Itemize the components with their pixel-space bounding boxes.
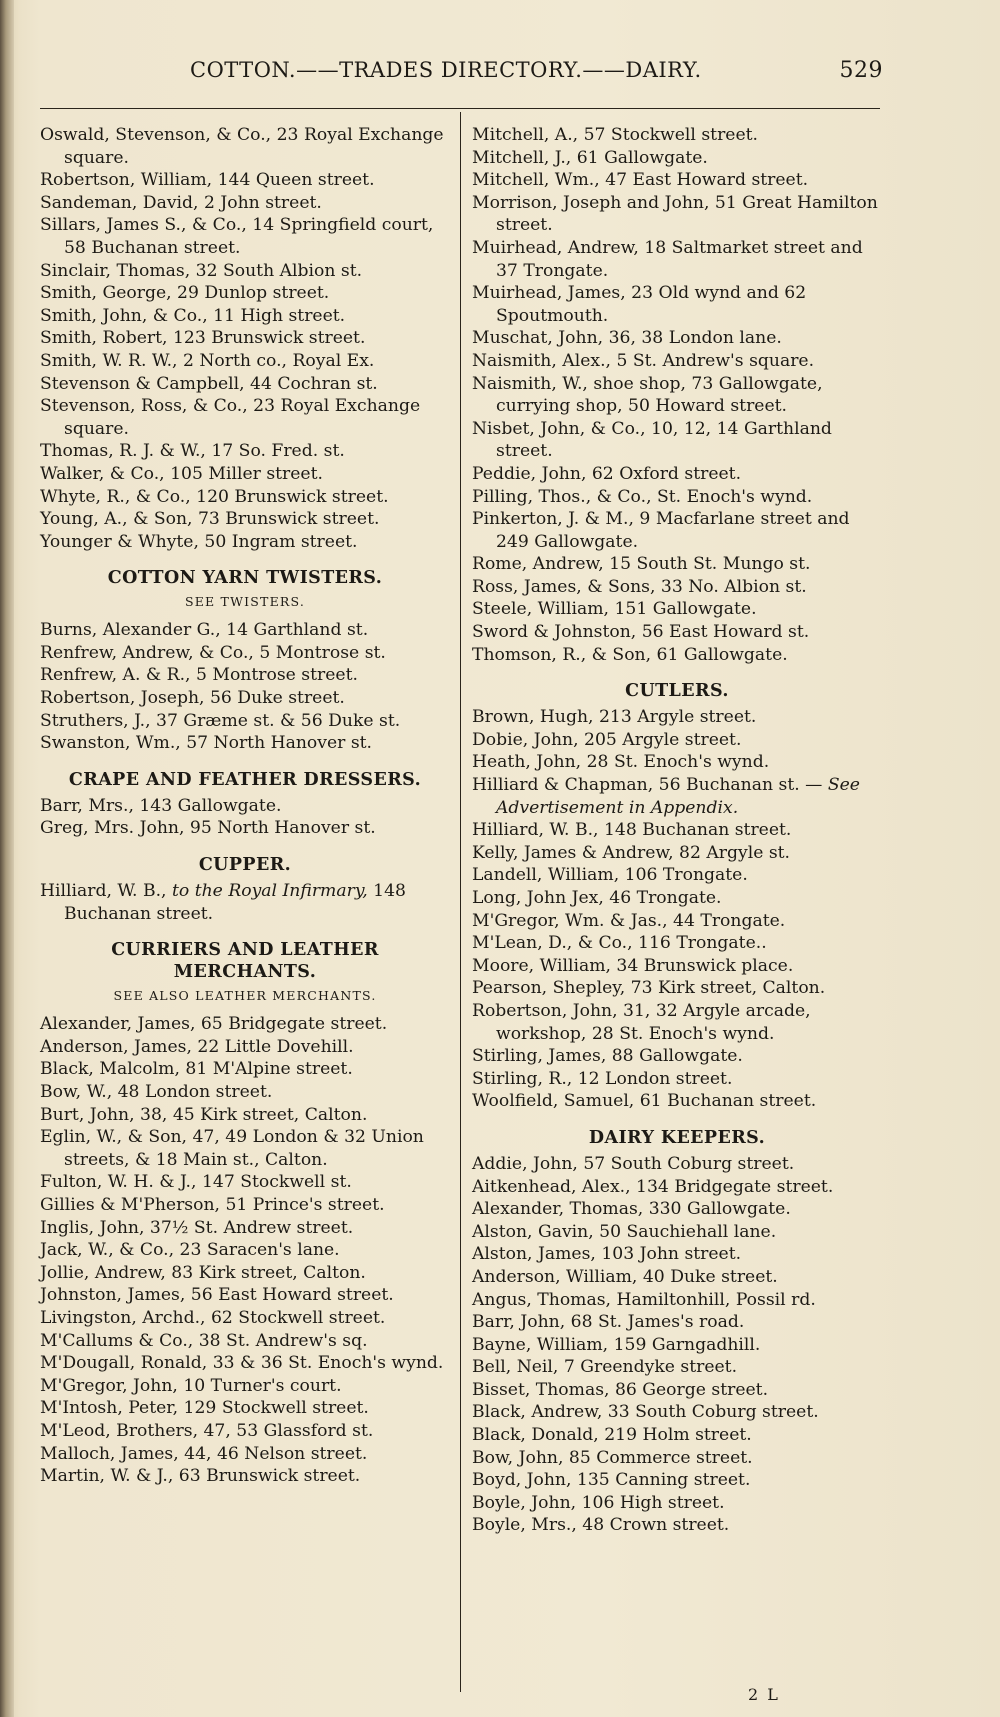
list-item: Alexander, James, 65 Bridgegate street. <box>40 1014 388 1035</box>
header-rule <box>40 108 880 109</box>
list-item: Pinkerton, J. & M., 9 Macfarlane street and 249 Gallowgate. <box>472 509 850 552</box>
list-item <box>40 880 450 925</box>
list-item: Ross, James, & Sons, 33 No. Albion st. <box>472 576 807 597</box>
list-item: M'Gregor, John, 10 Turner's court. <box>40 1375 342 1396</box>
column-divider <box>460 112 461 1692</box>
list-item: Muschat, John, 36, 38 London lane. <box>472 328 782 349</box>
list-item: Hilliard, W. B., 148 Buchanan street. <box>472 820 792 841</box>
list-item: Barr, John, 68 St. James's road. <box>472 1312 745 1333</box>
continued-cotton-entries <box>40 124 450 553</box>
list-item: Anderson, William, 40 Duke street. <box>472 1266 778 1287</box>
list-item: Alexander, Thomas, 330 Gallowgate. <box>472 1199 791 1220</box>
list-item: Peddie, John, 62 Oxford street. <box>472 463 742 484</box>
list-item: Barr, Mrs., 143 Gallowgate. <box>40 795 282 816</box>
list-item: Landell, William, 106 Trongate. <box>472 865 748 886</box>
list-item: Smith, George, 29 Dunlop street. <box>40 283 330 304</box>
list-item: Martin, W. & J., 63 Brunswick street. <box>40 1466 361 1487</box>
list-item: Burns, Alexander G., 14 Garthland st. <box>40 620 369 641</box>
list-item: Steele, William, 151 Gallowgate. <box>472 599 757 620</box>
list-item: Malloch, James, 44, 46 Nelson street. <box>40 1443 368 1464</box>
list-item: M'Lean, D., & Co., 116 Trongate.. <box>472 933 767 954</box>
list-item: M'Callums & Co., 38 St. Andrew's sq. <box>40 1330 368 1351</box>
list-item: Sandeman, David, 2 John street. <box>40 192 322 213</box>
list-item: Moore, William, 34 Brunswick place. <box>472 955 794 976</box>
list-item: Greg, Mrs. John, 95 North Hanover st. <box>40 818 376 839</box>
list-item: Black, Andrew, 33 South Coburg street. <box>472 1402 819 1423</box>
list-item: Sillars, James S., & Co., 14 Springfield court, 58 Buchanan street. <box>40 215 434 258</box>
entry-text: Hilliard & Chapman, 56 Buchanan st. — <box>472 775 823 796</box>
entry-italic-note: See Advertisement in Appendix. <box>496 775 860 818</box>
list-item: Eglin, W., & Son, 47, 49 London & 32 Union streets, & 18 Main st., Calton. <box>40 1127 424 1170</box>
list-item: Fulton, W. H. & J., 147 Stockwell st. <box>40 1172 352 1193</box>
list-item: Jollie, Andrew, 83 Kirk street, Calton. <box>40 1262 366 1283</box>
list-item: Bell, Neil, 7 Greendyke street. <box>472 1357 738 1378</box>
list-item: Stevenson, Ross, & Co., 23 Royal Exchange square. <box>40 396 421 439</box>
list-item: Mitchell, J., 61 Gallowgate. <box>472 147 708 168</box>
list-item: Boyle, John, 106 High street. <box>472 1492 725 1513</box>
list-item: Jack, W., & Co., 23 Saracen's lane. <box>40 1240 340 1261</box>
crape-feather-list <box>40 795 450 840</box>
list-item: Long, John Jex, 46 Trongate. <box>472 888 722 908</box>
running-title: COTTON.——TRADES DIRECTORY.——DAIRY. <box>190 58 702 82</box>
list-item: Robertson, William, 144 Queen street. <box>40 170 375 191</box>
list-item: Muirhead, Andrew, 18 Saltmarket street and 37 Trongate. <box>472 237 863 281</box>
list-item: Robertson, John, 31, 32 Argyle arcade, workshop, 28 St. Enoch's wynd. <box>472 1000 811 1044</box>
list-item: Nisbet, John, & Co., 10, 12, 14 Garthland street. <box>472 418 832 462</box>
list-item: Pilling, Thos., & Co., St. Enoch's wynd. <box>472 486 813 507</box>
list-item: Anderson, James, 22 Little Dovehill. <box>40 1036 354 1057</box>
signature-mark: 2 L <box>748 1685 780 1704</box>
entry-address: 148 Buchanan street. <box>64 881 406 924</box>
list-item: Mitchell, A., 57 Stockwell street. <box>472 125 758 145</box>
list-item: Struthers, J., 37 Græme st. & 56 Duke st. <box>40 710 401 731</box>
section-heading-cupper: CUPPER. <box>198 855 292 876</box>
list-item: Brown, Hugh, 213 Argyle street. <box>472 707 757 728</box>
list-item: Smith, W. R. W., 2 North co., Royal Ex. <box>40 350 375 371</box>
list-item: M'Leod, Brothers, 47, 53 Glassford st. <box>40 1420 374 1441</box>
list-item: Smith, Robert, 123 Brunswick street. <box>40 328 366 349</box>
list-item: Morrison, Joseph and John, 51 Great Hamilton street. <box>472 192 878 236</box>
list-item: M'Gregor, Wm. & Jas., 44 Trongate. <box>472 910 786 931</box>
book-binding-edge <box>0 0 14 1717</box>
list-item: Bow, W., 48 London street. <box>40 1082 273 1102</box>
list-item: Mitchell, Wm., 47 East Howard street. <box>472 170 809 191</box>
list-item: Kelly, James & Andrew, 82 Argyle st. <box>472 842 791 863</box>
list-item: Burt, John, 38, 45 Kirk street, Calton. <box>40 1104 368 1125</box>
list-item: Black, Donald, 219 Holm street. <box>472 1425 752 1446</box>
list-item: Stevenson & Campbell, 44 Cochran st. <box>40 373 378 394</box>
list-item: Johnston, James, 56 East Howard street. <box>40 1285 394 1306</box>
section-heading-curriers <box>40 939 450 983</box>
list-item: M'Intosh, Peter, 129 Stockwell street. <box>40 1398 369 1419</box>
list-item: Black, Malcolm, 81 M'Alpine street. <box>40 1059 353 1080</box>
heading-line: CURRIERS AND LEATHER <box>111 940 379 961</box>
list-item <box>472 774 882 819</box>
list-item: Naismith, W., shoe shop, 73 Gallowgate, currying shop, 50 Howard street. <box>472 373 823 417</box>
list-item: Rome, Andrew, 15 South St. Mungo st. <box>472 554 811 575</box>
list-item: Robertson, Joseph, 56 Duke street. <box>40 688 345 709</box>
cutlers-list <box>472 706 882 1113</box>
list-item: Heath, John, 28 St. Enoch's wynd. <box>472 752 770 773</box>
left-column <box>40 124 450 1488</box>
section-heading-cutlers: CUTLERS. <box>625 681 729 702</box>
list-item: Angus, Thomas, Hamiltonhill, Possil rd. <box>472 1289 816 1310</box>
list-item: Pearson, Shepley, 73 Kirk street, Calton. <box>472 978 826 999</box>
right-column <box>472 124 882 1537</box>
list-item: Muirhead, James, 23 Old wynd and 62 Spoutmouth. <box>472 283 807 326</box>
list-item: Renfrew, Andrew, & Co., 5 Montrose st. <box>40 642 386 663</box>
section-heading-crape-feather: CRAPE AND FEATHER DRESSERS. <box>68 769 422 790</box>
list-item: Woolfield, Samuel, 61 Buchanan street. <box>472 1091 817 1112</box>
list-item: Alston, Gavin, 50 Sauchiehall lane. <box>472 1221 777 1242</box>
list-item: Swanston, Wm., 57 North Hanover st. <box>40 733 373 754</box>
list-item: Naismith, Alex., 5 St. Andrew's square. <box>472 350 815 371</box>
list-item: M'Dougall, Ronald, 33 & 36 St. Enoch's wynd. <box>40 1353 444 1374</box>
heading-line: MERCHANTS. <box>173 962 317 983</box>
list-item: Addie, John, 57 South Coburg street. <box>472 1153 795 1174</box>
dairy-keepers-list <box>472 1153 882 1537</box>
entry-name: Hilliard, W. B., <box>40 881 172 902</box>
list-item: Thomas, R. J. & W., 17 So. Fred. st. <box>40 441 345 462</box>
section-heading-cotton-yarn-twisters: COTTON YARN TWISTERS. <box>107 568 383 589</box>
list-item: Whyte, R., & Co., 120 Brunswick street. <box>40 486 389 507</box>
list-item: Younger & Whyte, 50 Ingram street. <box>40 531 358 552</box>
list-item: Sword & Johnston, 56 East Howard st. <box>472 622 810 643</box>
list-item: Bisset, Thomas, 86 George street. <box>472 1379 769 1400</box>
page-header <box>40 58 883 94</box>
list-item: Alston, James, 103 John street. <box>472 1244 742 1265</box>
list-item: Boyd, John, 135 Canning street. <box>472 1470 751 1491</box>
list-item: Walker, & Co., 105 Miller street. <box>40 463 323 484</box>
list-item: Boyle, Mrs., 48 Crown street. <box>472 1515 730 1536</box>
section-crossref: SEE ALSO LEATHER MERCHANTS. <box>113 988 377 1004</box>
entry-italic-note: to the Royal Infirmary, <box>171 881 368 902</box>
page-number: 529 <box>839 58 883 83</box>
continued-currier-entries <box>472 124 882 666</box>
cotton-yarn-twisters-list <box>40 619 450 755</box>
list-item: Livingston, Archd., 62 Stockwell street. <box>40 1307 386 1328</box>
list-item: Dobie, John, 205 Argyle street. <box>472 729 742 750</box>
list-item: Oswald, Stevenson, & Co., 23 Royal Exchange square. <box>40 125 444 168</box>
list-item: Sinclair, Thomas, 32 South Albion st. <box>40 260 363 281</box>
section-crossref: SEE TWISTERS. <box>184 594 306 610</box>
list-item: Young, A., & Son, 73 Brunswick street. <box>40 509 380 530</box>
list-item: Gillies & M'Pherson, 51 Prince's street. <box>40 1194 385 1215</box>
list-item: Renfrew, A. & R., 5 Montrose street. <box>40 665 358 686</box>
list-item: Bow, John, 85 Commerce street. <box>472 1447 753 1468</box>
list-item: Bayne, William, 159 Garngadhill. <box>472 1334 761 1355</box>
list-item: Aitkenhead, Alex., 134 Bridgegate street. <box>472 1176 834 1197</box>
list-item: Inglis, John, 37½ St. Andrew street. <box>40 1217 354 1238</box>
curriers-list <box>40 1013 450 1487</box>
list-item: Stirling, James, 88 Gallowgate. <box>472 1046 743 1067</box>
list-item: Smith, John, & Co., 11 High street. <box>40 305 346 326</box>
list-item: Stirling, R., 12 London street. <box>472 1068 733 1089</box>
section-heading-dairy-keepers: DAIRY KEEPERS. <box>588 1127 766 1148</box>
list-item: Thomson, R., & Son, 61 Gallowgate. <box>472 644 788 665</box>
